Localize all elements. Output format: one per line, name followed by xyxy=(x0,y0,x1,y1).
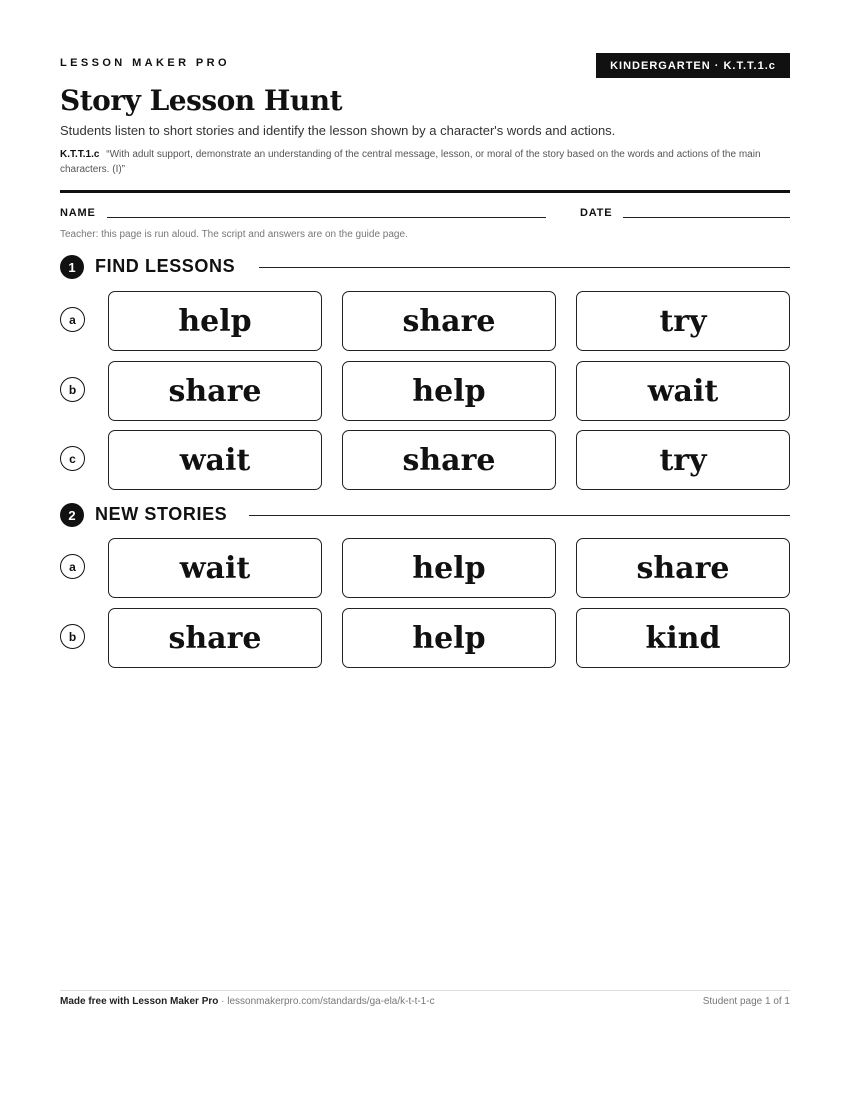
answer-choice-card[interactable]: help xyxy=(342,538,556,598)
section-number: 2 xyxy=(60,503,84,527)
section-rule xyxy=(249,515,790,516)
section-new-stories xyxy=(60,502,790,528)
answer-choice-card[interactable]: share xyxy=(108,361,322,421)
row-letter: a xyxy=(60,554,85,579)
answer-choice-card[interactable]: kind xyxy=(576,608,790,668)
standard-text: “With adult support, demonstrate an understanding of the central message, lesson, or moral of the story based on the words and actions of the main characters. (I)” xyxy=(60,149,761,175)
standard-code: K.T.T.1.c xyxy=(60,149,100,160)
footer-credit xyxy=(60,996,435,1007)
date-field[interactable] xyxy=(623,217,790,218)
answer-choice-card[interactable]: share xyxy=(342,430,556,490)
row-letter: b xyxy=(60,377,85,402)
name-field[interactable] xyxy=(107,217,546,218)
answer-choice-card[interactable]: wait xyxy=(108,538,322,598)
section-title: NEW STORIES xyxy=(95,504,228,524)
date-label: DATE xyxy=(580,207,613,219)
footer-url[interactable]: · lessonmakerpro.com/standards/ga-ela/k-t-t-1-c xyxy=(218,996,435,1007)
question-row xyxy=(60,430,790,490)
answer-choice-card[interactable]: help xyxy=(342,608,556,668)
name-label: NAME xyxy=(60,207,96,219)
answer-choice-card[interactable]: share xyxy=(576,538,790,598)
page-subtitle: Students listen to short stories and identify the lesson shown by a character's words and actions. xyxy=(60,123,616,138)
grade-standard-badge: KINDERGARTEN · K.T.T.1.c xyxy=(596,53,790,78)
standard-description xyxy=(60,147,780,177)
section-rule xyxy=(259,267,790,268)
footer-made-with: Made free with Lesson Maker Pro xyxy=(60,996,219,1007)
row-letter: c xyxy=(60,446,85,471)
question-row xyxy=(60,361,790,421)
answer-choice-card[interactable]: help xyxy=(342,361,556,421)
question-row xyxy=(60,608,790,668)
section-find-lessons xyxy=(60,254,790,280)
answer-choice-card[interactable]: share xyxy=(108,608,322,668)
footer-page-number: Student page 1 of 1 xyxy=(702,996,790,1007)
page-title: Story Lesson Hunt xyxy=(60,84,343,117)
answer-choice-card[interactable]: try xyxy=(576,430,790,490)
answer-choice-card[interactable]: help xyxy=(108,291,322,351)
row-letter: b xyxy=(60,624,85,649)
answer-choice-card[interactable]: try xyxy=(576,291,790,351)
question-row xyxy=(60,291,790,351)
footer-divider xyxy=(60,990,790,991)
row-letter: a xyxy=(60,307,85,332)
header-divider xyxy=(60,190,790,193)
question-row xyxy=(60,538,790,598)
section-number: 1 xyxy=(60,255,84,279)
section-title: FIND LESSONS xyxy=(95,256,236,276)
answer-choice-card[interactable]: wait xyxy=(108,430,322,490)
answer-choice-card[interactable]: share xyxy=(342,291,556,351)
answer-choice-card[interactable]: wait xyxy=(576,361,790,421)
brand-name: LESSON MAKER PRO xyxy=(60,57,230,69)
teacher-note: Teacher: this page is run aloud. The script and answers are on the guide page. xyxy=(60,229,408,240)
